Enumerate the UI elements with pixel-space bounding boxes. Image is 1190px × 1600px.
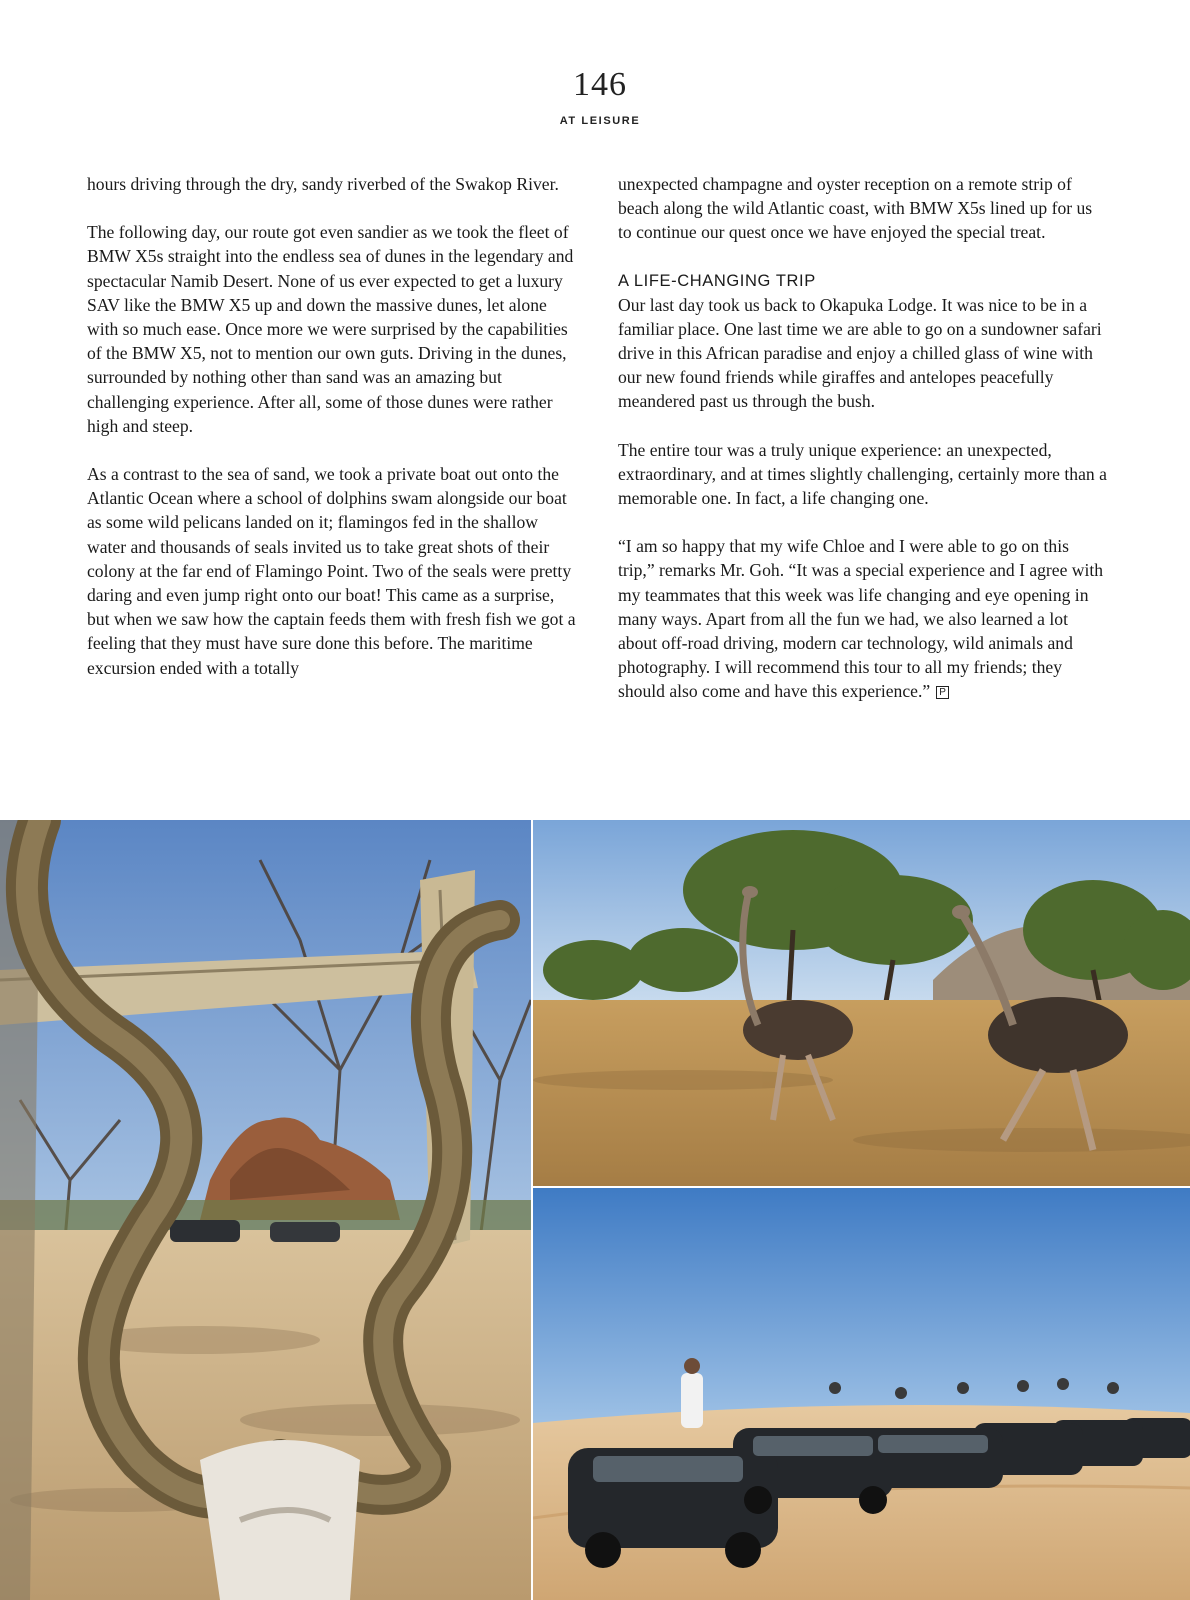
ostrich-photo (533, 820, 1190, 1186)
paragraph: Our last day took us back to Okapuka Lodge. It was nice to be in a familiar place. One last time we are able to go on a sundowner safari drive in this African paradise and enjoy a chilled glass of wine with our new found friends while giraffes and antelopes peacefully meandered past us through the bush. (618, 294, 1102, 412)
kudu-horns-image (0, 820, 531, 1600)
paragraph: unexpected champagne and oyster reception on a remote strip of beach along the wild Atlantic coast, with BMW X5s lined up for us to continue our quest once we have enjoyed the special treat. (618, 174, 1093, 243)
paragraph: hours driving through the dry, sandy riverbed of the Swakop River. (87, 174, 559, 194)
section-label: AT LEISURE (559, 115, 641, 127)
paragraph: The following day, our route got even sandier as we took the fleet of BMW X5s straight into the endless sea of dunes in the legendary and spectacular Namib Desert. None of us ever expected to get a luxury SAV like the BMW X5 up and down the massive dunes, let alone with so much ease. Once more we were surprised by the capabilities of the BMW X5, not to mention our own guts. Driving in the dunes, surrounded by nothing other than sand was an amazing but challenging experience. After all, some of those dunes were rather high and steep. (87, 222, 574, 436)
quote-text: “I am so happy that my wife Chloe and I were able to go on this trip,” remarks Mr. Goh. “It was a special experience and I agree with my teammates that this week was life changing and eye opening in many ways. Apart from all the fun we had, we also learned a lot about off-road driving, modern car technology, wild animals and photography. I will recommend this tour to all my friends; they should also come and have this experience.” (618, 536, 1104, 702)
paragraph: The entire tour was a truly unique experience: an unexpected, extraordinary, and at times slightly challenging, certainly more than a memorable one. In fact, a life changing one. (618, 439, 1107, 509)
article-column-right (618, 172, 1108, 728)
page-number: 146 (573, 66, 627, 103)
article-column-left (87, 172, 577, 704)
bmw-convoy-image (533, 1188, 1190, 1600)
paragraph: As a contrast to the sea of sand, we took a private boat out onto the Atlantic Ocean where a school of dolphins swam alongside our boat as some wild pelicans landed on it; flamingos fed in the shallow water and thousands of seals invited us to take great shots of their colony at the far end of Flamingo Point. Two of the seals were pretty daring and even jump right onto our boat! This came as a surprise, but when we saw how the captain feeds them with fresh fish we got a feeling that they must have sure done this before. The maritime excursion ended with a totally (87, 464, 576, 678)
end-mark-icon: P (936, 686, 949, 699)
bmw-convoy-photo (533, 1188, 1190, 1600)
kudu-horns-photo (0, 820, 531, 1600)
paragraph-quote (618, 534, 1108, 703)
subheading: A LIFE-CHANGING TRIP (618, 271, 816, 290)
ostrich-image (533, 820, 1190, 1186)
